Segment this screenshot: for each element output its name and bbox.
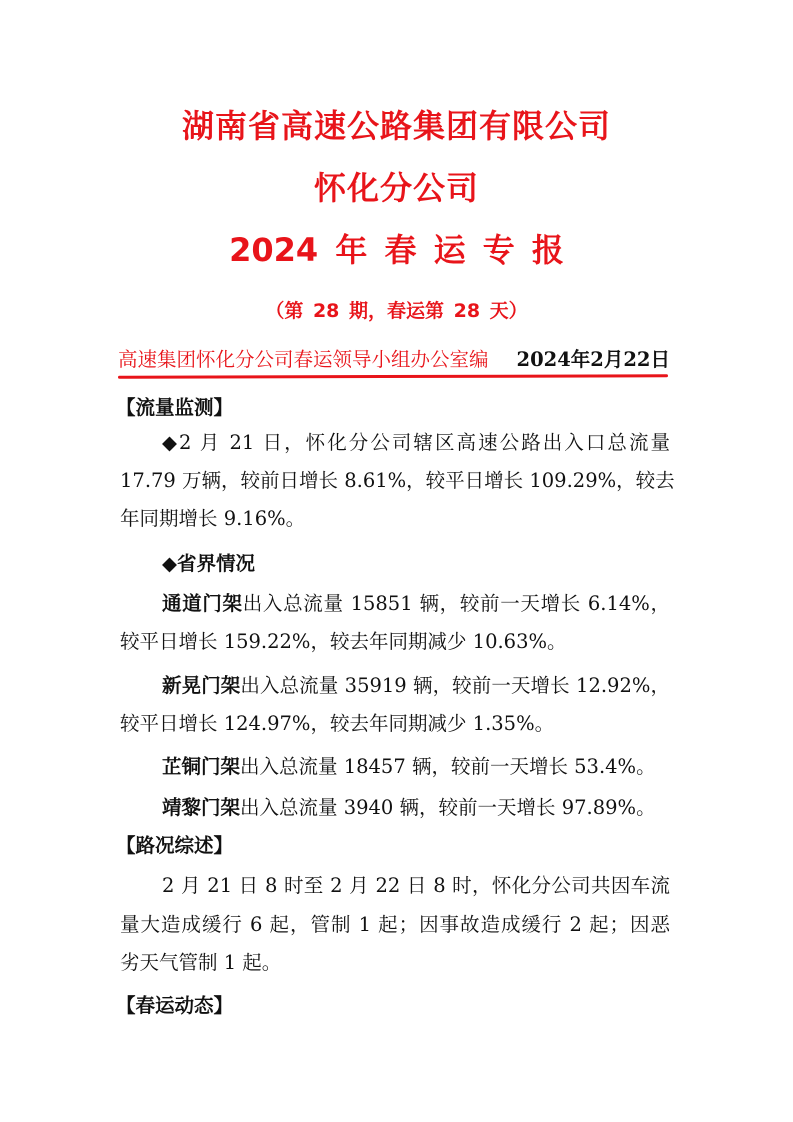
paragraph-line: 2 月 21 日 8 时至 2 月 22 日 8 时，怀化分公司共因车流 <box>162 874 670 897</box>
editor-org: 高速集团怀化分公司春运领导小组办公室编 <box>118 348 489 371</box>
paragraph-line: 量大造成缓行 6 起，管制 1 起；因事故造成缓行 2 起；因恶 <box>120 913 670 936</box>
section-heading-road: 【路况综述】 <box>116 834 234 857</box>
issue-date: 2024年2月22日 <box>516 348 670 371</box>
doc-title-report: 2024 年 春 运 专 报 <box>229 231 564 269</box>
gate-xinhuang <box>162 673 670 699</box>
issue-number: （第 28 期，春运第 28 天） <box>265 300 528 322</box>
gate-name: 靖黎门架 <box>162 796 241 819</box>
gate-text: 出入总流量 3940 辆，较前一天增长 97.89%。 <box>240 796 656 819</box>
gate-jingli <box>162 795 670 821</box>
section-heading-flow: 【流量监测】 <box>116 396 234 419</box>
paragraph-line: 较平日增长 124.97%，较去年同期减少 1.35%。 <box>120 712 555 735</box>
gate-text: 出入总流量 18457 辆，较前一天增长 53.4%。 <box>240 755 656 778</box>
gate-name: 芷铜门架 <box>162 755 241 778</box>
masthead <box>118 348 670 372</box>
gate-zhitong <box>162 754 670 780</box>
gate-name: 通道门架 <box>162 592 243 615</box>
paragraph-line: 劣天气管制 1 起。 <box>120 951 282 974</box>
paragraph-line: 年同期增长 9.16%。 <box>120 507 306 530</box>
paragraph-line: ◆2 月 21 日，怀化分公司辖区高速公路出入口总流量 <box>162 431 670 454</box>
doc-title-branch: 怀化分公司 <box>313 169 479 207</box>
paragraph-line: 17.79 万辆，较前日增长 8.61%，较平日增长 109.29%，较去 <box>120 469 675 492</box>
doc-title-company: 湖南省高速公路集团有限公司 <box>181 107 611 145</box>
border-heading: ◆省界情况 <box>162 552 255 575</box>
red-divider <box>118 374 668 378</box>
section-heading-dynamics: 【春运动态】 <box>116 994 234 1017</box>
paragraph-line: 较平日增长 159.22%，较去年同期减少 10.63%。 <box>120 630 567 653</box>
gate-tongdao <box>162 591 670 617</box>
gate-text: 出入总流量 35919 辆，较前一天增长 12.92%， <box>240 674 670 697</box>
gate-text: 出入总流量 15851 辆，较前一天增长 6.14%， <box>242 592 670 615</box>
gate-name: 新晃门架 <box>162 674 241 697</box>
